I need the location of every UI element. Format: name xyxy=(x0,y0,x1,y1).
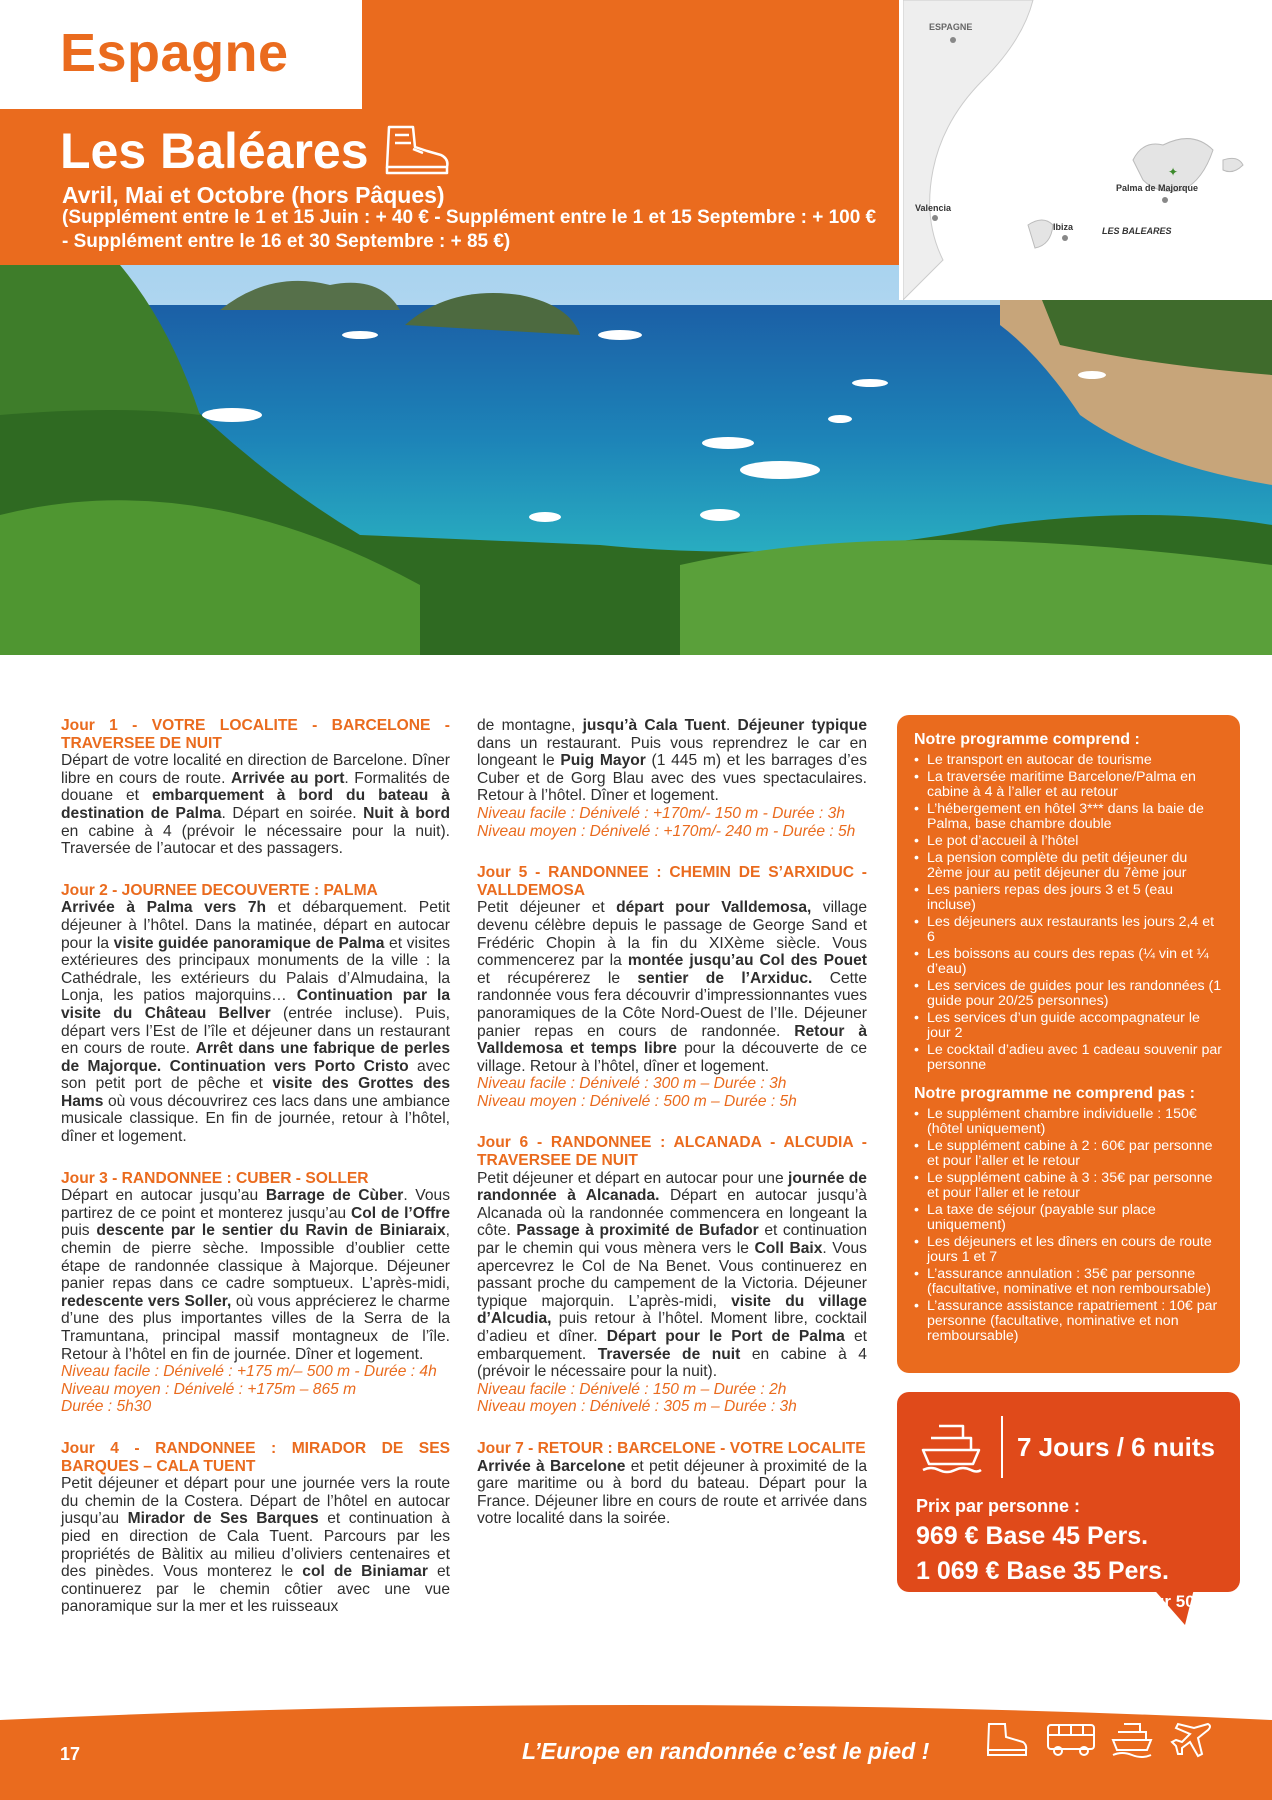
day-5-text: Petit déjeuner et départ pour Valldemosa, village devenu célèbre depuis le passage de George Sand et Frédéric Chopin à la fin du XIXème siècle. Vous commencerez par la montée jusqu’au Col des Pouet et récupérerez le sentier de l’Arxiduc. Cette randonnée vous fera découvrir d’impressionnantes vues panoramiques de la Côte Nord-Ouest de l’Ile. Déjeuner panier repas en cours de randonnée. Retour à Valldemosa et temps libre pour la découverte de ce village. Retour à l’hôtel, dîner et logement. Niveau facile : Dénivelé : 300 m – Durée : 3h Niveau moyen : Dénivelé : 500 m – Durée : 5h xyxy=(477,899,867,1110)
day-5-level-easy: Niveau facile : Dénivelé : 300 m – Durée : 3h xyxy=(477,1075,787,1093)
excludes-item: • Le supplément chambre individuelle : 150€ (hôtel uniquement) xyxy=(914,1107,1223,1137)
price-box xyxy=(897,1392,1240,1611)
footer-slogan: L’Europe en randonnée c’est le pied ! xyxy=(522,1738,930,1764)
map-label-spain: ESPAGNE xyxy=(929,22,973,32)
includes-item: • Le pot d’accueil à l’hôtel xyxy=(914,834,1223,849)
country-title: Espagne xyxy=(60,23,289,83)
day-3-level-easy: Niveau facile : Dénivelé : +175 m/– 500 m - Durée : 4h xyxy=(61,1363,437,1381)
itinerary-column-2 xyxy=(477,717,867,1552)
excludes-item: • Le supplément cabine à 2 : 60€ par personne et pour l’aller et le retour xyxy=(914,1139,1223,1169)
excludes-item: • Le supplément cabine à 3 : 35€ par personne et pour l’aller et le retour xyxy=(914,1171,1223,1201)
includes-item: • Les services d’un guide accompagnateur le jour 2 xyxy=(914,1011,1223,1041)
day-3-title: Jour 3 - RANDONNEE : CUBER - SOLLER xyxy=(61,1169,369,1187)
includes-item: • Les paniers repas des jours 3 et 5 (eau incluse) xyxy=(914,883,1223,913)
includes-list xyxy=(914,753,1223,1073)
includes-title: Notre programme comprend : xyxy=(914,731,1140,748)
bus-icon xyxy=(1045,1720,1097,1763)
day-7-text: Arrivée à Barcelone et petit déjeuner à proximité de la gare maritime ou à bord du bateau. Départ pour la France. Déjeuner libre en cours de route et arrivée dans votre localité dans la soirée. xyxy=(477,1457,867,1528)
includes-item: • La traversée maritime Barcelone/Palma en cabine à 4 à l’aller et au retour xyxy=(914,770,1223,800)
day-2-title: Jour 2 - JOURNEE DECOUVERTE : PALMA xyxy=(61,881,378,899)
page-number: 17 xyxy=(60,1744,81,1764)
day-6-level-easy: Niveau facile : Dénivelé : 150 m – Durée : 2h xyxy=(477,1380,787,1398)
day-6-text: Petit déjeuner et départ en autocar pour une journée de randonnée à Alcanada. Départ en autocar jusqu’à Alcanada où la randonnée commencera en longeant la côte. Passage à proximité de Bufador et continuation par le chemin qui vous mènera vers le Coll Baix. Vous apercevrez le Col de Na Benet. Vous continuerez en passant proche du campement de la Victoria. Déjeuner typique majorquin. L’après-midi, visite du village d’Alcudia, puis retour à l’hôtel. Moment libre, cocktail d’adieu et dîner. Départ pour le Port de Palma et embarquement. Traversée de nuit en cabine à 4 (prévoir le nécessaire pour la nuit). Niveau facile : Dénivelé : 150 m – Durée : 2h Niveau moyen : Dénivelé : 305 m – Durée : 3h xyxy=(477,1169,867,1416)
excludes-list xyxy=(914,1107,1223,1344)
day-4-title: Jour 4 - RANDONNEE : MIRADOR DE SES BARQUES – CALA TUENT xyxy=(61,1439,450,1475)
day-6-title: Jour 6 - RANDONNEE : ALCANADA - ALCUDIA - TRAVERSEE DE NUIT xyxy=(477,1134,867,1170)
free-places-note: 1 gratuité pour 35 pers. - 2 pour 50 xyxy=(916,1592,1195,1611)
trip-duration: 7 Jours / 6 nuits xyxy=(1017,1432,1215,1462)
day-4-text: Petit déjeuner et départ pour une journée vers la route du chemin de la Costera. Départ de l’hôtel en autocar jusqu’au Mirador de Ses Barques et continuation à pied en direction de Cala Tuent. Parcours par les propriétés de Bàlitix au milieu d’oliviers centenaires et des pinèdes. Vous monterez le col de Biniamar et continuerez par le chemin côtier avec une vue panoramique sur la mer et les ruisseaux xyxy=(61,1475,451,1616)
excludes-item: • Les déjeuners et les dîners en cours de route jours 1 et 7 xyxy=(914,1235,1223,1265)
ship-icon xyxy=(919,1420,983,1481)
location-map xyxy=(899,0,1272,300)
includes-item: • La pension complète du petit déjeuner du 2ème jour au petit déjeuner du 7ème jour xyxy=(914,851,1223,881)
day-6-level-medium: Niveau moyen : Dénivelé : 305 m – Durée : 3h xyxy=(477,1398,797,1416)
program-box xyxy=(897,715,1240,1373)
day-2-text: Arrivée à Palma vers 7h et débarquement. Petit déjeuner à l’hôtel. Dans la matinée, départ en autocar pour la visite guidée panoramique de Palma et visites extérieures des principaux monuments de la ville : la Cathédrale, les extérieurs du Palais d’Almudaina, la Lonja, les patios majorquins… Continuation par la visite du Château Bellver (entrée incluse). Puis, départ vers l’Est de l’île et déjeuner dans un restaurant en cours de route. Arrêt dans une fabrique de perles de Majorque. Continuation vers Porto Cristo avec son petit port de pêche et visite des Grottes des Hams où vous découvrirez ces lacs dans une ambiance musicale classique. En fin de journée, retour à l’hôtel, dîner et logement. xyxy=(61,899,451,1146)
day-4-level-medium: Niveau moyen : Dénivelé : +170m/- 240 m - Durée : 5h xyxy=(477,822,856,840)
boot-icon xyxy=(985,1720,1029,1763)
day-5-title: Jour 5 - RANDONNEE : CHEMIN DE S’ARXIDUC - VALLDEMOSA xyxy=(477,864,867,899)
includes-item: • L’hébergement en hôtel 3*** dans la baie de Palma, base chambre double xyxy=(914,802,1223,832)
map-label-palma: Palma de Majorque xyxy=(1116,183,1199,193)
hiking-boot-icon xyxy=(383,123,451,187)
price-divider xyxy=(1001,1416,1003,1478)
title-text: Les Baléares xyxy=(60,123,369,179)
ferry-icon xyxy=(1110,1720,1154,1763)
map-drawing xyxy=(903,0,1272,300)
day-1-title: Jour 1 - VOTRE LOCALITE - BARCELONE - TRAVERSEE DE NUIT xyxy=(61,717,450,752)
day-3-level-medium: Niveau moyen : Dénivelé : +175m – 865 m xyxy=(61,1380,357,1398)
day-4-level-easy: Niveau facile : Dénivelé : +170m/- 150 m - Durée : 3h xyxy=(477,804,845,822)
includes-item: • Les déjeuners aux restaurants les jours 2,4 et 6 xyxy=(914,915,1223,945)
price-base-45: 969 € Base 45 Pers. xyxy=(916,1522,1149,1550)
excludes-item: • La taxe de séjour (payable sur place uniquement) xyxy=(914,1203,1223,1233)
season-subtitle: Avril, Mai et Octobre (hors Pâques) xyxy=(62,182,445,208)
includes-item: • Le transport en autocar de tourisme xyxy=(914,753,1223,768)
includes-item: • Le cocktail d’adieu avec 1 cadeau souvenir par personne xyxy=(914,1043,1223,1073)
day-3-text: Départ en autocar jusqu’au Barrage de Cùber. Vous partirez de ce point et monterez jusqu’au Col de l’Offre puis descente par le sentier du Ravin de Biniaraix, chemin de pierre sèche. Impossible d’oublier cette étape de randonnée classique à Majorque. Déjeuner panier repas dans ce cadre somptueux. L’après-midi, redescente vers Soller, où vous apprécierez le charme d’une des plus importantes villes de la Serra de la Tramuntana, principal massif montagneux de l’île. Retour à l’hôtel en fin de journée. Dîner et logement. Niveau facile : Dénivelé : +175 m/– 500 m - Durée : 4h Niveau moyen : Dénivelé : +175m – 865 m Durée : 5h30 xyxy=(61,1187,450,1416)
includes-item: • Les services de guides pour les randonnées (1 guide pour 20/25 personnes) xyxy=(914,979,1223,1009)
supplements-text: (Supplément entre le 1 et 15 Juin : + 40 € - Supplément entre le 1 et 15 Septembre : + 100 € - Supplément entre le 16 et 30 Septembre : + 85 €) xyxy=(62,207,877,252)
excludes-item: • L’assurance assistance rapatriement : 10€ par personne (facultative, nominative et non remboursable) xyxy=(914,1299,1223,1344)
day-1-text: Départ de votre localité en direction de Barcelone. Dîner libre en cours de route. Arrivée au port. Formalités de douane et embarquement à bord du bateau à destination de Palma. Départ en soirée. Nuit à bord en cabine à 4 (prévoir le nécessaire pour la nuit). Traversée de l’autocar et des passagers. xyxy=(61,752,450,858)
price-base-35: 1 069 € Base 35 Pers. xyxy=(916,1557,1169,1585)
price-label: Prix par personne : xyxy=(916,1496,1081,1516)
map-label-ibiza: Ibiza xyxy=(1053,222,1074,232)
excludes-item: • L’assurance annulation : 35€ par personne (facultative, nominative et non remboursable) xyxy=(914,1267,1223,1297)
day-7-title: Jour 7 - RETOUR : BARCELONE - VOTRE LOCALITE xyxy=(477,1439,866,1457)
plane-icon xyxy=(1170,1720,1214,1763)
page-title xyxy=(60,122,451,187)
includes-item: • Les boissons au cours des repas (¼ vin et ¼ d’eau) xyxy=(914,947,1223,977)
excludes-title: Notre programme ne comprend pas : xyxy=(914,1085,1195,1102)
itinerary-column-1 xyxy=(61,717,450,1616)
day-4-text-continued: de montagne, jusqu’à Cala Tuent. Déjeuner typique dans un restaurant. Puis vous reprendrez le car en longeant le Puig Mayor (1 445 m) et les barrages d’es Cuber et de Gorg Blau avec des vues spectaculaires. Retour à l’hôtel. Dîner et logement. Niveau facile : Dénivelé : +170m/- 150 m - Durée : 3h Niveau moyen : Dénivelé : +170m/- 240 m - Durée : 5h xyxy=(477,717,868,840)
day-3-duration: Durée : 5h30 xyxy=(61,1398,152,1416)
map-label-valencia: Valencia xyxy=(915,203,952,213)
hiker-icon: ✦ xyxy=(1168,165,1179,179)
map-label-baleares: LES BALEARES xyxy=(1102,226,1172,236)
bay-photo xyxy=(0,265,1272,655)
day-5-level-medium: Niveau moyen : Dénivelé : 500 m – Durée : 5h xyxy=(477,1092,797,1110)
